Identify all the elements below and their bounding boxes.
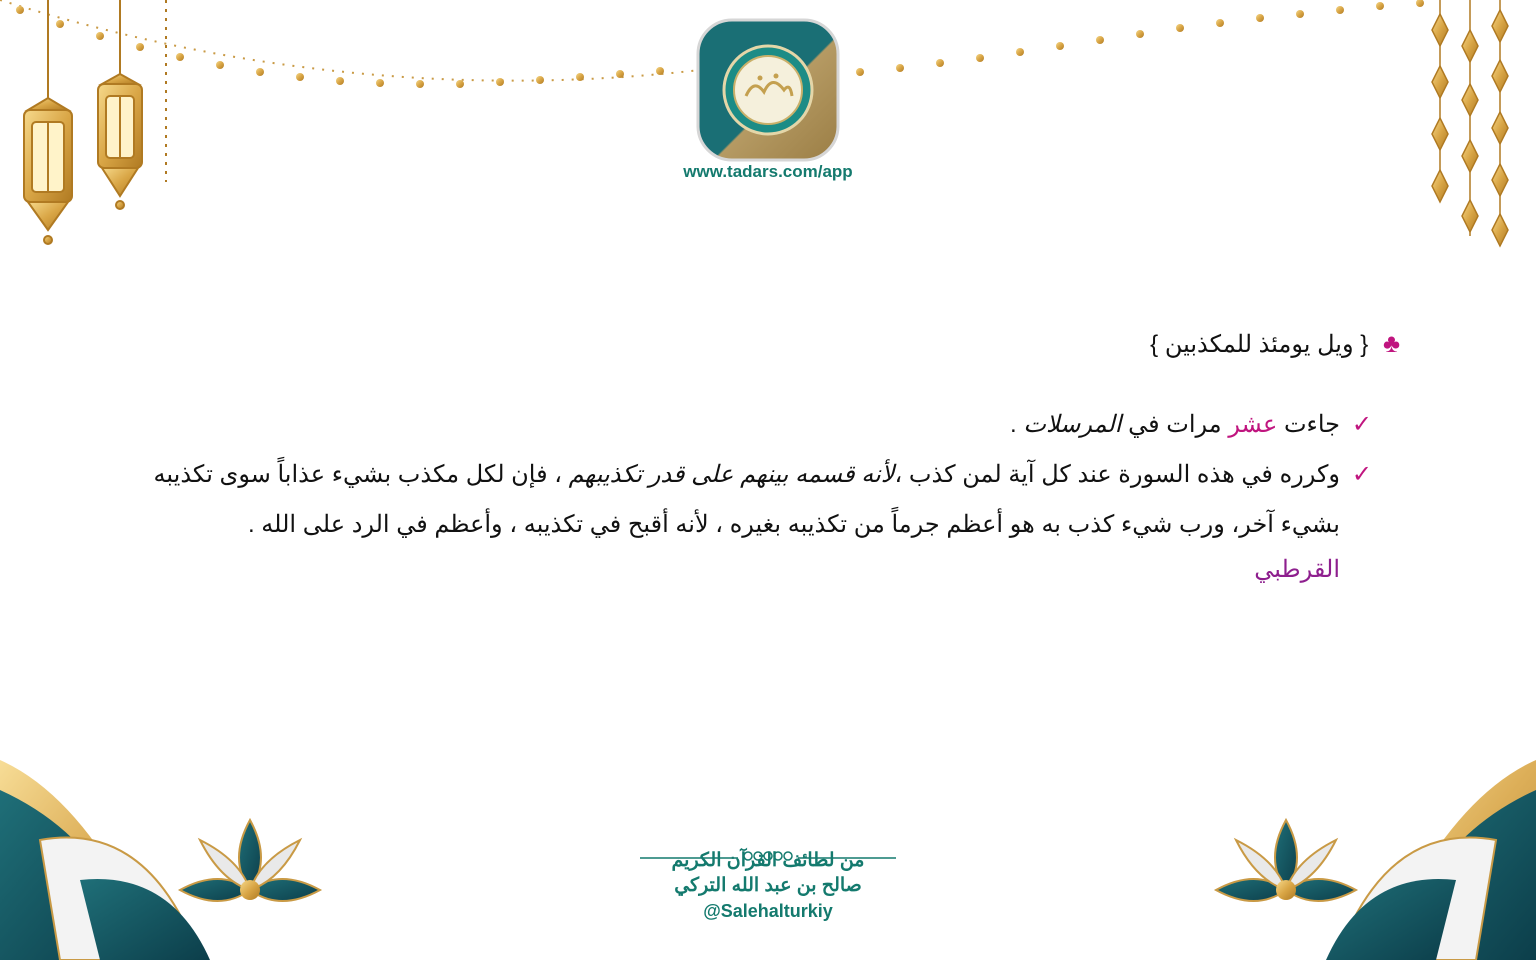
floral-ornament-icon [0, 760, 320, 960]
accent-word: عشر [1228, 411, 1278, 438]
tadars-logo-icon [694, 16, 842, 164]
check-icon: ✓ [1351, 411, 1372, 438]
footer-handle[interactable]: @Salehalturkiy [703, 901, 833, 921]
site-url[interactable]: www.tadars.com/app [683, 162, 853, 181]
lantern-icon [98, 0, 142, 209]
club-bullet-icon: ♣ [1382, 328, 1400, 358]
verse-title: { ويل يومئذ للمكذبين } [1150, 331, 1369, 358]
point-text: . [1010, 411, 1024, 438]
italic-phrase: لأنه قسمه بينهم على قدر تكذيبهم [568, 461, 895, 488]
list-item [150, 450, 1400, 550]
footer [618, 848, 918, 924]
footer-series-title: من لطائف القرآن الكريم [671, 850, 865, 871]
verse-heading [150, 328, 1400, 359]
list-item [150, 400, 1400, 450]
point-text: ، فإن لكل مكذب بشيء عذاباً سوى تكذيبه بشيء آخر، ورب شيء كذب به هو أعظم جرماً من تكذيبه بغيره ، لأنه أقبح في تكذيبه ، وأعظم في الرد على الله . [153, 461, 1340, 538]
point-text: وكرره في هذه السورة عند كل آية لمن كذب ، [894, 461, 1340, 488]
tadars-logo [694, 16, 842, 164]
footer-author: صالح بن عبد الله التركي [674, 875, 862, 896]
floral-ornament-icon [1216, 760, 1536, 960]
lantern-icon [24, 0, 72, 244]
point-text: مرات في [1121, 411, 1229, 438]
check-icon: ✓ [1351, 461, 1372, 488]
hanging-diamonds-icon [1432, 0, 1508, 246]
crescent-moon-icon [158, 0, 214, 259]
bead-garland-right [856, 0, 1424, 76]
bead-garland-left [0, 0, 700, 88]
points-list [150, 400, 1400, 590]
point-text: جاءت [1277, 411, 1340, 438]
author-name: القرطبي [1254, 556, 1340, 583]
italic-phrase: المرسلات [1023, 411, 1122, 438]
